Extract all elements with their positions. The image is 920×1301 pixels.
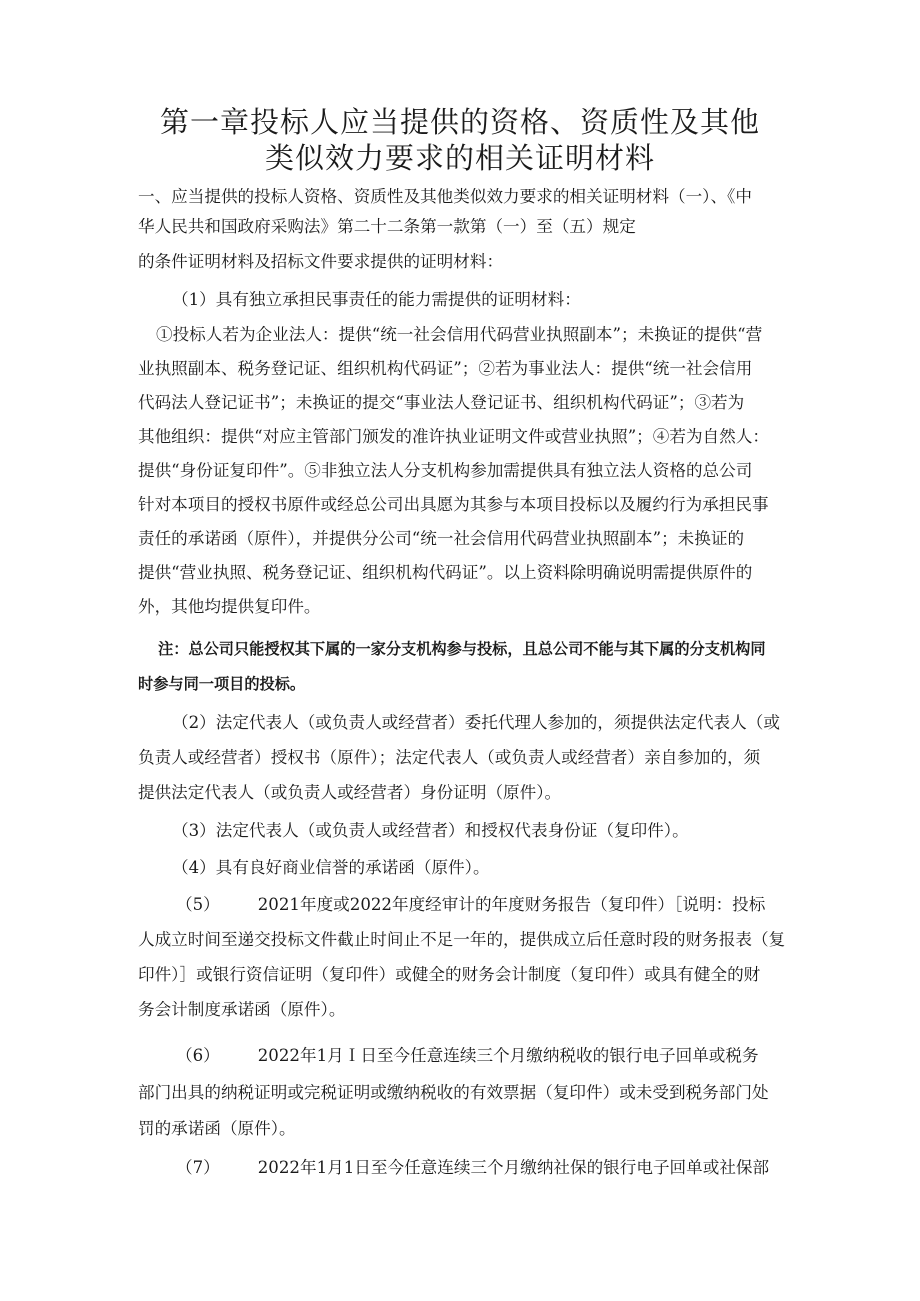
item-7-number: （7） bbox=[176, 1158, 220, 1177]
item-5-line: 印件）］或银行资信证明（复印件）或健全的财务会计制度（复印件）或具有健全的财 bbox=[138, 965, 761, 984]
item-2-line: （2）法定代表人（或负责人或经营者）委托代理人参加的，须提供法定代表人（或 bbox=[172, 713, 780, 732]
item-6-line: 部门出具的纳税证明或完税证明或缴纳税收的有效票据（复印件）或未受到税务部门处 bbox=[138, 1083, 769, 1102]
chapter-title-line-2: 类似效力要求的相关证明材料 bbox=[264, 141, 655, 175]
item-6-first-text: 2022年1月Ｉ日至今任意连续三个月缴纳税收的银行电子回单或税务 bbox=[257, 1046, 759, 1065]
item-1-heading: （1）具有独立承担民事责任的能力需提供的证明材料： bbox=[172, 290, 581, 309]
item-5-first-text: 2021年度或2022年度经审计的年度财务报告（复印件）［说明：投标 bbox=[257, 895, 766, 914]
item-4-text: （4）具有良好商业信誉的承诺函（原件）。 bbox=[172, 858, 490, 877]
item-1-line: 提供“身份证复印件”。⑤非独立法人分支机构参加需提供具有独立法人资格的总公司 bbox=[138, 461, 753, 480]
item-1-line: ①投标人若为企业法人：提供“统一社会信用代码营业执照副本”；未换证的提供“营 bbox=[156, 325, 763, 344]
item-2-line: 提供法定代表人（或负责人或经营者）身份证明（原件）。 bbox=[138, 783, 562, 802]
item-1-line: 代码法人登记证书”；未换证的提交“事业法人登记证书、组织机构代码证”；③若为 bbox=[138, 393, 745, 412]
item-1-line: 业执照副本、税务登记证、组织机构代码证”；②若为事业法人：提供“统一社会信用 bbox=[138, 359, 753, 378]
item-7-first-text: 2022年1月1日至今任意连续三个月缴纳社保的银行电子回单或社保部 bbox=[257, 1158, 770, 1177]
item-1-line: 责任的承诺函（原件），并提供分公司“统一社会信用代码营业执照副本”；未换证的 bbox=[138, 529, 745, 548]
item-1-line: 针对本项目的授权书原件或经总公司出具愿为其参与本项目投标以及履约行为承担民事 bbox=[138, 495, 769, 514]
section-1-line: 一、应当提供的投标人资格、资质性及其他类似效力要求的相关证明材料（一）、《中 bbox=[138, 187, 752, 206]
item-3-text: （3）法定代表人（或负责人或经营者）和授权代表身份证（复印件）。 bbox=[172, 821, 689, 840]
item-6-first-line bbox=[176, 1045, 759, 1067]
item-1-line: 提供“营业执照、税务登记证、组织机构代码证”。以上资料除明确说明需提供原件的 bbox=[138, 563, 753, 582]
item-1-line: 外，其他均提供复印件。 bbox=[138, 597, 321, 616]
section-1-line: 华人民共和国政府采购法》第二十二条第一款第（一）至（五）规定 bbox=[138, 217, 636, 236]
section-1-line: 的条件证明材料及招标文件要求提供的证明材料： bbox=[138, 252, 504, 271]
item-5-line: 人成立时间至递交投标文件截止时间止不足一年的，提供成立后任意时段的财务报表（复 bbox=[138, 930, 786, 949]
chapter-title-line-1: 第一章投标人应当提供的资格、资质性及其他 bbox=[159, 105, 760, 139]
item-5-number: （5） bbox=[176, 895, 220, 914]
note-line: 时参与同一项目的投标。 bbox=[138, 675, 306, 693]
item-2-line: 负责人或经营者）授权书（原件）；法定代表人（或负责人或经营者）亲自参加的，须 bbox=[138, 748, 761, 767]
item-5-line: 务会计制度承诺函（原件）。 bbox=[138, 1000, 346, 1019]
item-1-line: 其他组织：提供“对应主管部门颁发的准许执业证明文件或营业执照”；④若为自然人： bbox=[138, 427, 769, 446]
item-6-number: （6） bbox=[176, 1046, 220, 1065]
item-6-line: 罚的承诺函（原件）。 bbox=[138, 1119, 296, 1138]
item-5-first-line bbox=[176, 894, 765, 916]
note-line: 注：总公司只能授权其下属的一家分支机构参与投标，且总公司不能与其下属的分支机构同 bbox=[158, 640, 766, 658]
item-7-first-line bbox=[176, 1157, 769, 1179]
